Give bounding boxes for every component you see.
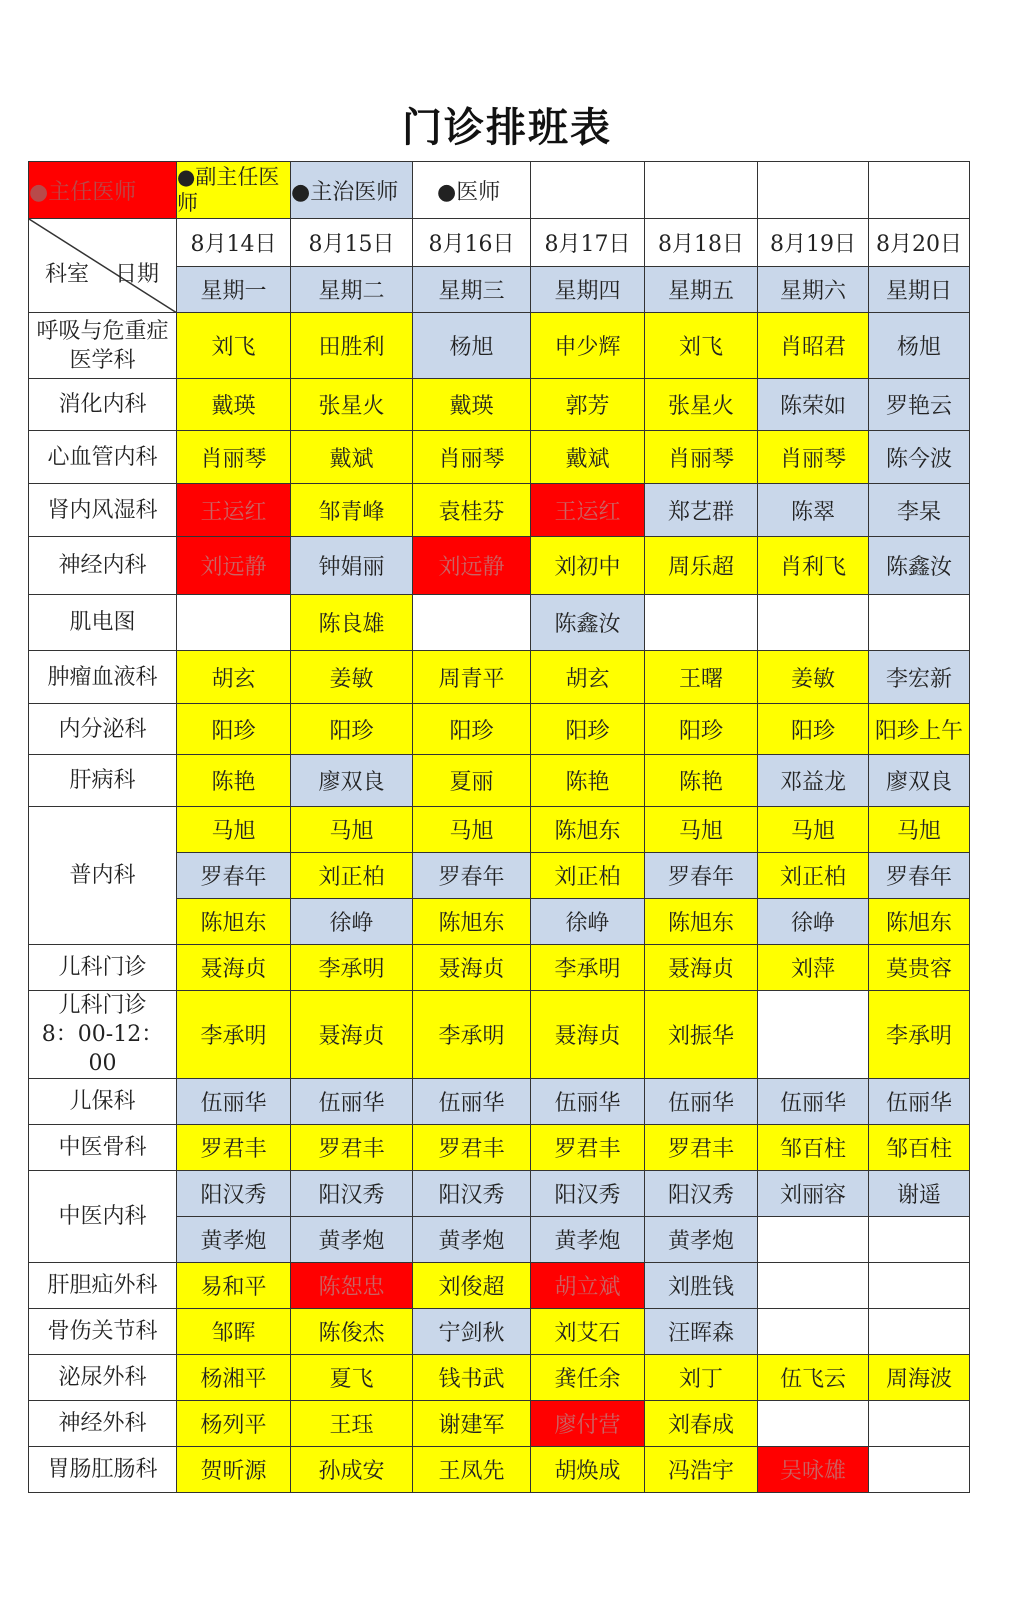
doctor-cell: 郭芳 [531,379,645,431]
doctor-cell: 邹青峰 [291,484,413,537]
schedule-row [29,1079,970,1125]
doctor-cell: 聂海贞 [531,991,645,1079]
doctor-cell [758,1217,869,1263]
doctor-cell: 李承明 [531,945,645,991]
schedule-table [28,161,970,1493]
doctor-cell: 阳汉秀 [531,1171,645,1217]
doctor-cell: 马旭 [413,807,531,853]
doctor-cell: 聂海贞 [177,945,291,991]
department-name: 呼吸与危重症医学科 [29,313,177,379]
doctor-cell [758,991,869,1079]
department-name: 普内科 [29,807,177,945]
doctor-cell: 孙成安 [291,1447,413,1493]
doctor-cell: 刘初中 [531,537,645,595]
doctor-cell: 阳珍 [177,704,291,755]
doctor-cell: 黄孝炮 [177,1217,291,1263]
doctor-cell: 胡焕成 [531,1447,645,1493]
doctor-cell: 阳珍 [413,704,531,755]
doctor-cell: 李承明 [869,991,970,1079]
doctor-cell: 肖丽琴 [177,431,291,484]
doctor-cell: 陈艳 [177,755,291,807]
schedule-row [29,1263,970,1309]
doctor-cell: 阳汉秀 [177,1171,291,1217]
doctor-cell: 陈今波 [869,431,970,484]
doctor-cell [869,595,970,651]
schedule-row [29,313,970,379]
doctor-cell: 伍丽华 [758,1079,869,1125]
doctor-cell [758,595,869,651]
schedule-row [29,651,970,704]
doctor-cell: 胡玄 [531,651,645,704]
schedule-row [29,1171,970,1217]
doctor-cell: 马旭 [645,807,758,853]
doctor-cell: 黄孝炮 [413,1217,531,1263]
department-name: 儿保科 [29,1079,177,1125]
weekday-header: 星期一 [177,267,291,313]
doctor-cell: 邓益龙 [758,755,869,807]
doctor-cell: 李承明 [291,945,413,991]
department-name: 儿科门诊 [29,945,177,991]
doctor-cell: 吴咏雄 [758,1447,869,1493]
doctor-cell: 陈旭东 [531,807,645,853]
doctor-cell: 邹晖 [177,1309,291,1355]
doctor-cell: 刘正柏 [291,853,413,899]
department-name: 心血管内科 [29,431,177,484]
doctor-cell: 罗君丰 [531,1125,645,1171]
doctor-cell: 陈鑫汝 [531,595,645,651]
doctor-cell [869,1263,970,1309]
doctor-cell: 廖双良 [291,755,413,807]
doctor-cell: 王珏 [291,1401,413,1447]
department-name: 肌电图 [29,595,177,651]
doctor-cell: 伍丽华 [177,1079,291,1125]
doctor-cell: 刘丁 [645,1355,758,1401]
doctor-cell: 伍丽华 [531,1079,645,1125]
doctor-cell: 王运红 [531,484,645,537]
department-header-label: 科室 [45,262,90,287]
schedule-row [29,484,970,537]
doctor-cell: 戴瑛 [413,379,531,431]
doctor-cell [869,1309,970,1355]
schedule-row [29,431,970,484]
department-name: 中医骨科 [29,1125,177,1171]
doctor-cell: 周青平 [413,651,531,704]
doctor-cell: 伍丽华 [413,1079,531,1125]
doctor-cell: 马旭 [869,807,970,853]
doctor-cell: 王曙 [645,651,758,704]
doctor-cell: 刘飞 [645,313,758,379]
doctor-cell: 姜敏 [758,651,869,704]
department-name: 消化内科 [29,379,177,431]
doctor-cell: 刘正柏 [758,853,869,899]
doctor-cell [177,595,291,651]
doctor-cell: 夏丽 [413,755,531,807]
doctor-cell: 谢建军 [413,1401,531,1447]
doctor-cell: 肖利飞 [758,537,869,595]
doctor-cell: 陈恕忠 [291,1263,413,1309]
legend-empty-cell [869,162,970,219]
doctor-cell [758,1263,869,1309]
doctor-cell: 刘远静 [177,537,291,595]
doctor-cell: 夏飞 [291,1355,413,1401]
doctor-cell: 戴斌 [531,431,645,484]
schedule-row [29,807,970,853]
doctor-cell: 陈艳 [645,755,758,807]
legend-associate-chief-physician: ●副主任医师 [177,162,291,219]
doctor-cell: 杨列平 [177,1401,291,1447]
weekday-header: 星期五 [645,267,758,313]
doctor-cell: 罗春年 [413,853,531,899]
doctor-cell: 姜敏 [291,651,413,704]
doctor-cell: 陈鑫汝 [869,537,970,595]
weekday-header: 星期三 [413,267,531,313]
doctor-cell: 马旭 [177,807,291,853]
doctor-cell: 陈旭东 [645,899,758,945]
doctor-cell: 聂海贞 [413,945,531,991]
doctor-cell: 刘远静 [413,537,531,595]
doctor-cell: 伍丽华 [291,1079,413,1125]
schedule-row [29,379,970,431]
doctor-cell: 罗艳云 [869,379,970,431]
legend-attending-physician: ●主治医师 [291,162,413,219]
doctor-cell: 刘俊超 [413,1263,531,1309]
doctor-cell: 莫贵容 [869,945,970,991]
doctor-cell: 陈旭东 [177,899,291,945]
date-header-label: 日期 [115,262,160,287]
doctor-cell: 陈旭东 [413,899,531,945]
doctor-cell: 周乐超 [645,537,758,595]
doctor-cell [869,1447,970,1493]
doctor-cell: 聂海贞 [645,945,758,991]
department-name: 内分泌科 [29,704,177,755]
doctor-cell: 阳珍 [758,704,869,755]
doctor-cell: 杨旭 [869,313,970,379]
doctor-cell: 易和平 [177,1263,291,1309]
doctor-cell: 李宏新 [869,651,970,704]
doctor-cell: 刘胜钱 [645,1263,758,1309]
doctor-cell: 肖丽琴 [758,431,869,484]
schedule-row [29,704,970,755]
doctor-cell: 刘丽容 [758,1171,869,1217]
legend-empty-cell [758,162,869,219]
schedule-row [29,1309,970,1355]
legend-empty-cell [645,162,758,219]
doctor-cell: 罗君丰 [645,1125,758,1171]
date-header: 8月20日 [869,219,970,267]
doctor-cell: 周海波 [869,1355,970,1401]
doctor-cell: 刘春成 [645,1401,758,1447]
doctor-cell: 邹百柱 [758,1125,869,1171]
legend-physician: ●医师 [413,162,531,219]
doctor-cell: 罗君丰 [413,1125,531,1171]
doctor-cell: 马旭 [291,807,413,853]
schedule-row [29,1447,970,1493]
doctor-cell [869,1401,970,1447]
doctor-cell: 冯浩宇 [645,1447,758,1493]
schedule-row [29,991,970,1079]
doctor-cell: 龚任余 [531,1355,645,1401]
department-name: 肝胆疝外科 [29,1263,177,1309]
doctor-cell: 阳汉秀 [645,1171,758,1217]
doctor-cell: 肖昭君 [758,313,869,379]
doctor-cell: 陈良雄 [291,595,413,651]
doctor-cell: 阳汉秀 [413,1171,531,1217]
doctor-cell: 刘振华 [645,991,758,1079]
doctor-cell: 伍飞云 [758,1355,869,1401]
doctor-cell [758,1401,869,1447]
date-header: 8月19日 [758,219,869,267]
doctor-cell: 宁剑秋 [413,1309,531,1355]
doctor-cell: 胡立斌 [531,1263,645,1309]
doctor-cell: 阳珍 [645,704,758,755]
doctor-cell: 申少辉 [531,313,645,379]
department-name: 肿瘤血液科 [29,651,177,704]
department-name: 肾内风湿科 [29,484,177,537]
department-name: 儿科门诊 8：00-12：00 [29,991,177,1079]
doctor-cell [413,595,531,651]
doctor-cell: 陈俊杰 [291,1309,413,1355]
doctor-cell [645,595,758,651]
schedule-row [29,595,970,651]
doctor-cell: 刘艾石 [531,1309,645,1355]
doctor-cell: 陈旭东 [869,899,970,945]
schedule-row [29,945,970,991]
weekday-header: 星期二 [291,267,413,313]
date-row [29,219,970,267]
doctor-cell: 张星火 [291,379,413,431]
doctor-cell: 王运红 [177,484,291,537]
doctor-cell: 罗春年 [177,853,291,899]
schedule-row [29,1355,970,1401]
doctor-cell: 陈荣如 [758,379,869,431]
page-title: 门诊排班表 [402,105,612,151]
schedule-row [29,1125,970,1171]
doctor-cell: 汪晖森 [645,1309,758,1355]
doctor-cell: 刘萍 [758,945,869,991]
doctor-cell: 谢遥 [869,1171,970,1217]
doctor-cell: 陈艳 [531,755,645,807]
department-name: 中医内科 [29,1171,177,1263]
department-name: 骨伤关节科 [29,1309,177,1355]
department-name: 泌尿外科 [29,1355,177,1401]
header-corner-cell [29,219,177,313]
department-name: 神经外科 [29,1401,177,1447]
doctor-cell: 廖付营 [531,1401,645,1447]
doctor-cell: 伍丽华 [869,1079,970,1125]
doctor-cell: 杨湘平 [177,1355,291,1401]
doctor-cell: 阳珍 [291,704,413,755]
department-name: 胃肠肛肠科 [29,1447,177,1493]
doctor-cell: 李承明 [413,991,531,1079]
doctor-cell: 徐峥 [531,899,645,945]
doctor-cell: 聂海贞 [291,991,413,1079]
schedule-row [29,1401,970,1447]
doctor-cell: 肖丽琴 [645,431,758,484]
doctor-cell: 胡玄 [177,651,291,704]
doctor-cell: 阳汉秀 [291,1171,413,1217]
doctor-cell: 黄孝炮 [645,1217,758,1263]
doctor-cell: 李杲 [869,484,970,537]
doctor-cell: 罗君丰 [177,1125,291,1171]
doctor-cell: 袁桂芬 [413,484,531,537]
doctor-cell: 刘飞 [177,313,291,379]
doctor-cell: 刘正柏 [531,853,645,899]
weekday-header: 星期日 [869,267,970,313]
doctor-cell: 钱书武 [413,1355,531,1401]
department-name: 肝病科 [29,755,177,807]
weekday-header: 星期四 [531,267,645,313]
doctor-cell: 李承明 [177,991,291,1079]
doctor-cell: 王凤先 [413,1447,531,1493]
doctor-cell: 罗春年 [645,853,758,899]
doctor-cell: 阳珍上午 [869,704,970,755]
doctor-cell: 邹百柱 [869,1125,970,1171]
doctor-cell: 张星火 [645,379,758,431]
doctor-cell: 陈翠 [758,484,869,537]
date-header: 8月14日 [177,219,291,267]
doctor-cell: 阳珍 [531,704,645,755]
doctor-cell: 钟娟丽 [291,537,413,595]
doctor-cell [869,1217,970,1263]
weekday-header: 星期六 [758,267,869,313]
doctor-cell: 田胜利 [291,313,413,379]
doctor-cell: 罗春年 [869,853,970,899]
department-name: 神经内科 [29,537,177,595]
date-header: 8月16日 [413,219,531,267]
doctor-cell: 徐峥 [758,899,869,945]
doctor-cell: 黄孝炮 [291,1217,413,1263]
doctor-cell: 廖双良 [869,755,970,807]
date-header: 8月18日 [645,219,758,267]
doctor-cell: 杨旭 [413,313,531,379]
doctor-cell: 马旭 [758,807,869,853]
doctor-cell [758,1309,869,1355]
doctor-cell: 伍丽华 [645,1079,758,1125]
doctor-cell: 徐峥 [291,899,413,945]
legend-empty-cell [531,162,645,219]
doctor-cell: 戴斌 [291,431,413,484]
date-header: 8月17日 [531,219,645,267]
doctor-cell: 罗君丰 [291,1125,413,1171]
doctor-cell: 郑艺群 [645,484,758,537]
doctor-cell: 黄孝炮 [531,1217,645,1263]
doctor-cell: 肖丽琴 [413,431,531,484]
doctor-cell: 贺昕源 [177,1447,291,1493]
schedule-row [29,537,970,595]
schedule-row [29,755,970,807]
doctor-cell: 戴瑛 [177,379,291,431]
legend-chief-physician: ●主任医师 [29,162,177,219]
legend-row [29,162,970,219]
date-header: 8月15日 [291,219,413,267]
